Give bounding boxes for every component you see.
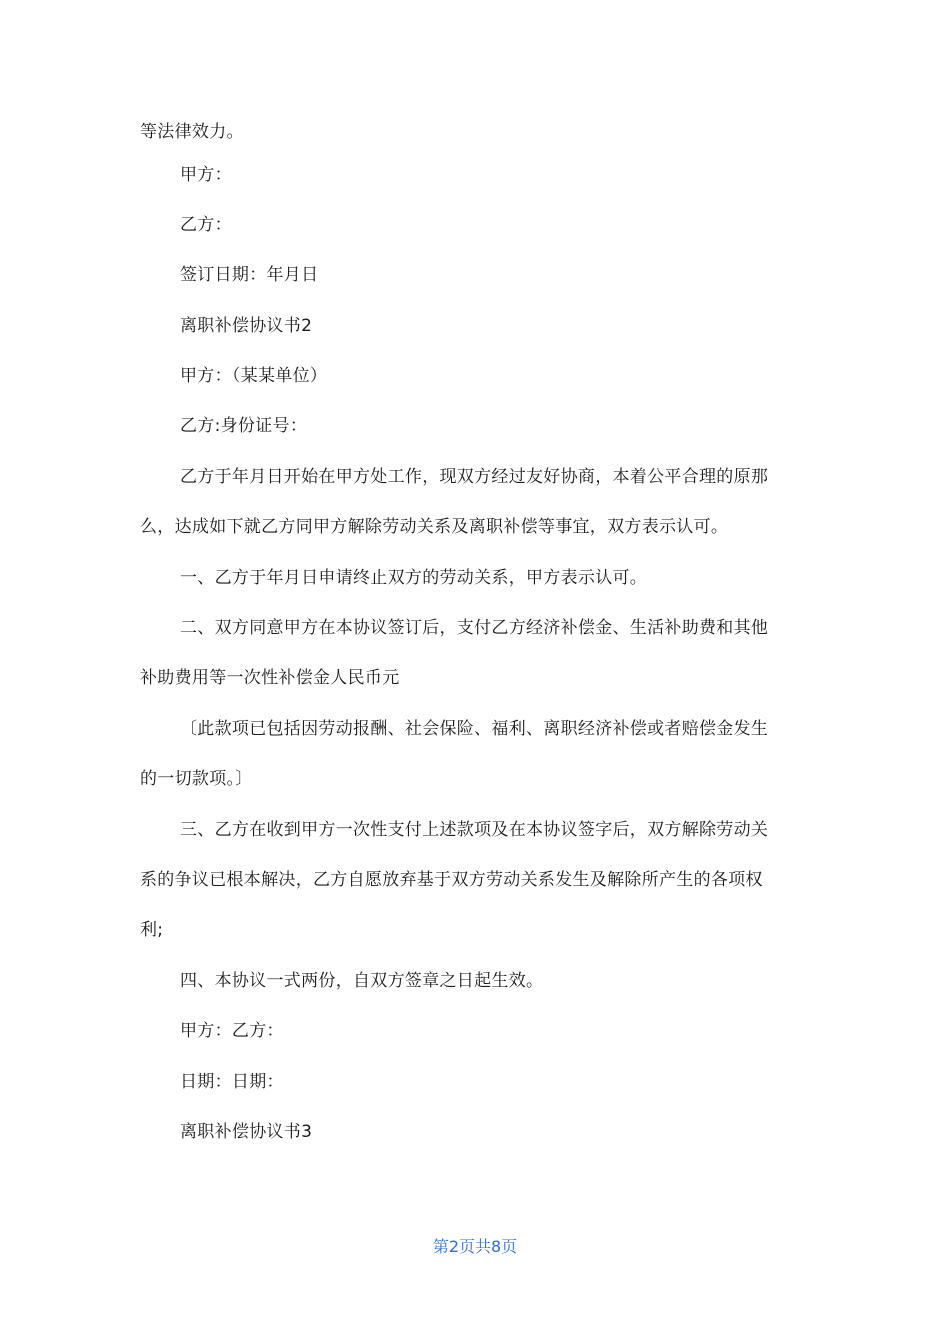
text-line-effect: 等法律效力。 — [140, 122, 244, 142]
party-a-unit: 甲方：（某某单位） — [180, 366, 328, 386]
signing-date-label: 签订日期：年月日 — [180, 265, 319, 285]
page-number: 第2页共8页 — [432, 1237, 518, 1256]
clause-3-line-1: 三、乙方在收到甲方一次性支付上述款项及在本协议签字后，双方解除劳动关 — [180, 820, 769, 840]
clause-1: 一、乙方于年月日申请终止双方的劳动关系，甲方表示认可。 — [180, 568, 648, 588]
party-b-id: 乙方:身份证号： — [180, 416, 308, 436]
clause-2-line-1: 二、双方同意甲方在本协议签订后，支付乙方经济补偿金、生活补助费和其他 — [180, 618, 769, 638]
clause-2-note-line-1: 〔此款项已包括因劳动报酬、社会保险、福利、离职经济补偿或者赔偿金发生 — [180, 719, 769, 739]
clause-3-line-2: 系的争议已根本解决，乙方自愿放弃基于双方劳动关系发生及解除所产生的各项权 — [140, 870, 763, 890]
clause-2-note-line-2: 的一切款项。〕 — [140, 769, 253, 789]
signature-parties: 甲方：乙方： — [180, 1021, 284, 1041]
clause-4: 四、本协议一式两份，自双方签章之日起生效。 — [180, 971, 544, 991]
paragraph-intro-line-2: 么，达成如下就乙方同甲方解除劳动关系及离职补偿等事宜，双方表示认可。 — [140, 517, 729, 537]
agreement-2-title: 离职补偿协议书2 — [180, 316, 313, 336]
clause-3-line-3: 利; — [140, 920, 164, 940]
party-a-label: 甲方： — [180, 165, 232, 185]
agreement-3-title: 离职补偿协议书3 — [180, 1122, 313, 1142]
signature-dates: 日期：日期： — [180, 1072, 284, 1092]
party-b-label: 乙方： — [180, 215, 232, 235]
clause-2-line-2: 补助费用等一次性补偿金人民币元 — [140, 668, 400, 688]
paragraph-intro-line-1: 乙方于年月日开始在甲方处工作，现双方经过友好协商，本着公平合理的原那 — [180, 467, 769, 487]
